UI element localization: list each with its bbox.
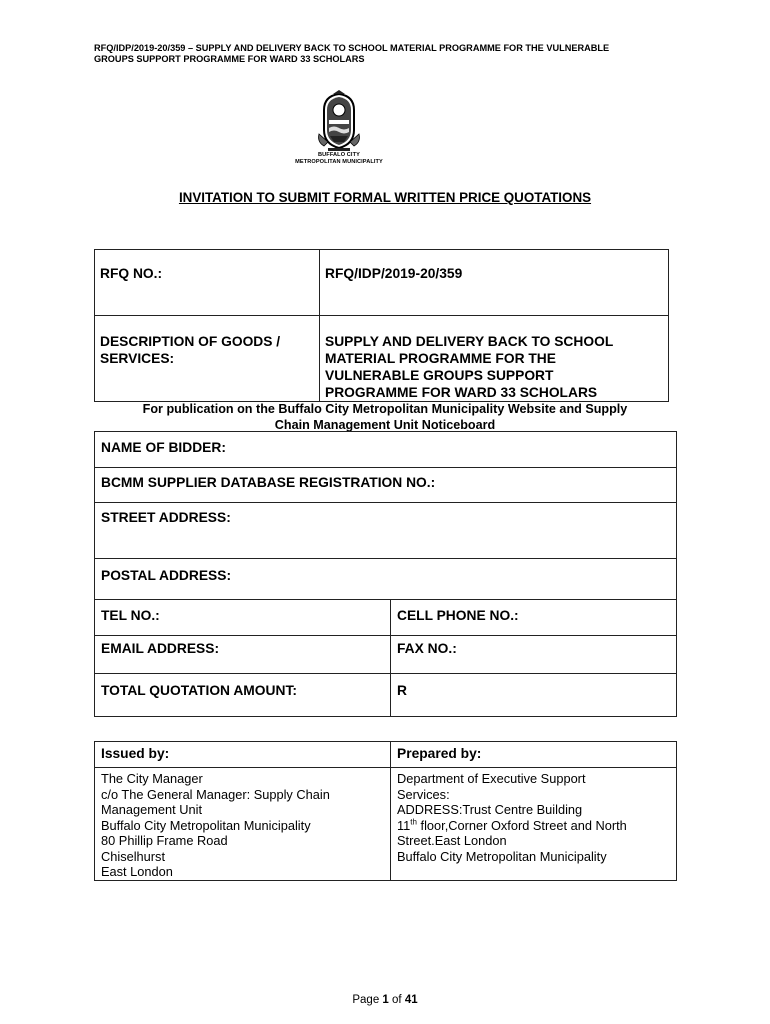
prepared-by-line: Services: — [397, 786, 450, 802]
municipal-logo — [294, 90, 384, 166]
issued-by-line: 80 Phillip Frame Road — [101, 833, 228, 848]
street-address-field[interactable]: STREET ADDRESS: — [95, 503, 677, 559]
issued-by-line: Buffalo City Metropolitan Municipality — [101, 817, 311, 833]
prepared-by-line: Street.East London — [397, 833, 507, 848]
issued-by-line: Chiselhurst — [101, 848, 166, 864]
page-word: Page — [352, 994, 380, 1006]
database-registration-field[interactable]: BCMM SUPPLIER DATABASE REGISTRATION NO.: — [95, 468, 677, 503]
street-address-row — [95, 503, 677, 559]
prepared-by-line — [397, 818, 676, 834]
prepared-by-label: Prepared by: — [391, 742, 677, 768]
prepared-by-line: ADDRESS:Trust Centre Building — [397, 802, 583, 817]
prepared-by-details — [391, 768, 677, 881]
floor-address: floor,Corner Oxford Street and North — [416, 817, 627, 833]
rfq-number-label: RFQ NO.: — [95, 250, 320, 316]
page-footer — [0, 994, 770, 1006]
issued-prepared-table — [94, 741, 677, 881]
total-quotation-amount-field[interactable]: R — [391, 674, 677, 717]
issued-prepared-body-row — [95, 768, 677, 881]
header-line-2: GROUPS SUPPORT PROGRAMME FOR WARD 33 SCHOLARS — [94, 54, 365, 64]
publication-note-line: For publication on the Buffalo City Metropolitan Municipality Website and Supply — [142, 402, 628, 416]
floor-ordinal: th — [410, 817, 417, 827]
rfq-info-table — [94, 249, 669, 402]
total-amount-row — [95, 674, 677, 717]
total-quotation-label: TOTAL QUOTATION AMOUNT: — [95, 674, 391, 717]
description-row — [95, 316, 669, 402]
description-value-line: VULNERABLE GROUPS SUPPORT — [325, 368, 554, 383]
publication-note — [94, 401, 676, 433]
header-line-1: RFQ/IDP/2019-20/359 – SUPPLY AND DELIVERY BACK TO SCHOOL MATERIAL PROGRAMME FOR THE VULNERABLE — [94, 43, 610, 53]
description-label-line: DESCRIPTION OF GOODS / — [100, 334, 281, 349]
description-value-line: PROGRAMME FOR WARD 33 SCHOLARS — [325, 385, 598, 400]
rfq-number-value: RFQ/IDP/2019-20/359 — [320, 250, 669, 316]
prepared-by-line: Department of Executive Support — [397, 771, 586, 786]
prepared-by-line: Buffalo City Metropolitan Municipality — [397, 848, 607, 864]
phone-row — [95, 600, 677, 636]
email-address-field[interactable]: EMAIL ADDRESS: — [95, 636, 391, 674]
issued-by-line: The City Manager — [101, 771, 203, 786]
fax-number-field[interactable]: FAX NO.: — [391, 636, 677, 674]
page-number: 1 — [382, 994, 389, 1006]
document-title: INVITATION TO SUBMIT FORMAL WRITTEN PRICE QUOTATIONS — [178, 190, 592, 205]
cell-phone-field[interactable]: CELL PHONE NO.: — [391, 600, 677, 636]
description-label-line: SERVICES: — [100, 351, 175, 366]
logo-text-1: BUFFALO CITY — [318, 152, 360, 158]
issued-by-line: Management Unit — [101, 802, 203, 817]
bidder-name-field[interactable]: NAME OF BIDDER: — [95, 432, 677, 468]
municipal-crest-icon — [316, 90, 362, 152]
postal-address-row — [95, 559, 677, 600]
description-label — [95, 316, 320, 402]
bidder-details-table — [94, 431, 677, 717]
issued-prepared-header-row — [95, 742, 677, 768]
postal-address-field[interactable]: POSTAL ADDRESS: — [95, 559, 677, 600]
tel-number-field[interactable]: TEL NO.: — [95, 600, 391, 636]
issued-by-label: Issued by: — [95, 742, 391, 768]
issued-by-line: East London — [101, 864, 173, 879]
issued-by-line: c/o The General Manager: Supply Chain — [101, 786, 330, 802]
database-registration-row — [95, 468, 677, 503]
issued-by-details — [95, 768, 391, 881]
floor-number: 11 — [397, 817, 411, 833]
publication-note-line: Chain Management Unit Noticeboard — [274, 418, 496, 432]
description-value-line: SUPPLY AND DELIVERY BACK TO SCHOOL — [325, 334, 614, 349]
email-fax-row — [95, 636, 677, 674]
logo-text-2: METROPOLITAN MUNICIPALITY — [295, 159, 383, 165]
page-total: 41 — [404, 994, 418, 1006]
description-value — [320, 316, 669, 402]
bidder-name-row — [95, 432, 677, 468]
of-word: of — [392, 994, 402, 1006]
rfq-number-row — [95, 250, 669, 316]
description-value-line: MATERIAL PROGRAMME FOR THE — [325, 351, 556, 366]
